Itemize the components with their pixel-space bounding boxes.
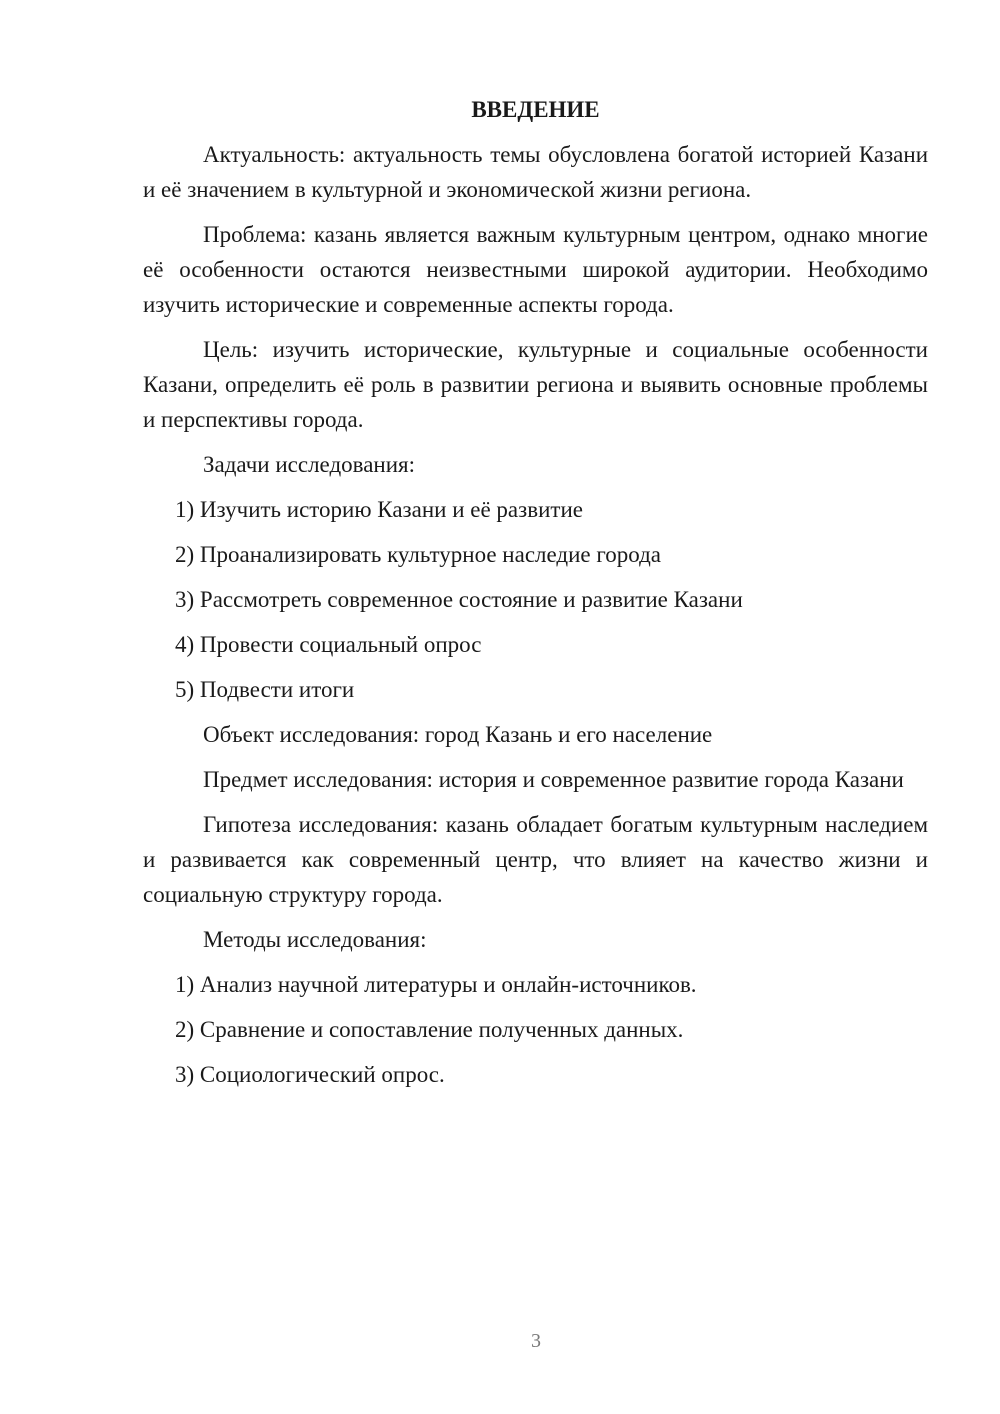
task-item: 3) Рассмотреть современное состояние и развитие Казани (175, 587, 743, 612)
task-item: 4) Провести социальный опрос (175, 632, 482, 657)
page-number: 3 (531, 1330, 541, 1352)
document-body (143, 92, 928, 1102)
section-title: ВВЕДЕНИЕ (471, 97, 600, 122)
method-item: 1) Анализ научной литературы и онлайн-источников. (175, 972, 697, 997)
problem-paragraph: Проблема: казань является важным культурным центром, однако многие её особенности остаются неизвестными широкой аудитории. Необходимо изучить исторические и современные аспекты города. (143, 222, 928, 317)
tasks-heading: Задачи исследования: (203, 452, 416, 477)
relevance-paragraph: Актуальность: актуальность темы обусловлена богатой историей Казани и её значением в культурной и экономической жизни региона. (143, 142, 928, 202)
subject-paragraph: Предмет исследования: история и современное развитие города Казани (203, 767, 904, 792)
methods-heading: Методы исследования: (203, 927, 427, 952)
method-item: 2) Сравнение и сопоставление полученных данных. (175, 1017, 684, 1042)
task-item: 5) Подвести итоги (175, 677, 355, 702)
object-paragraph: Объект исследования: город Казань и его население (203, 722, 713, 747)
task-item: 2) Проанализировать культурное наследие города (175, 542, 661, 567)
hypothesis-paragraph: Гипотеза исследования: казань обладает богатым культурным наследием и развивается как современный центр, что влияет на качество жизни и социальную структуру города. (143, 812, 928, 907)
task-item: 1) Изучить историю Казани и её развитие (175, 497, 583, 522)
goal-paragraph: Цель: изучить исторические, культурные и социальные особенности Казани, определить её роль в развитии региона и выявить основные проблемы и перспективы города. (143, 337, 928, 432)
method-item: 3) Социологический опрос. (175, 1062, 445, 1087)
